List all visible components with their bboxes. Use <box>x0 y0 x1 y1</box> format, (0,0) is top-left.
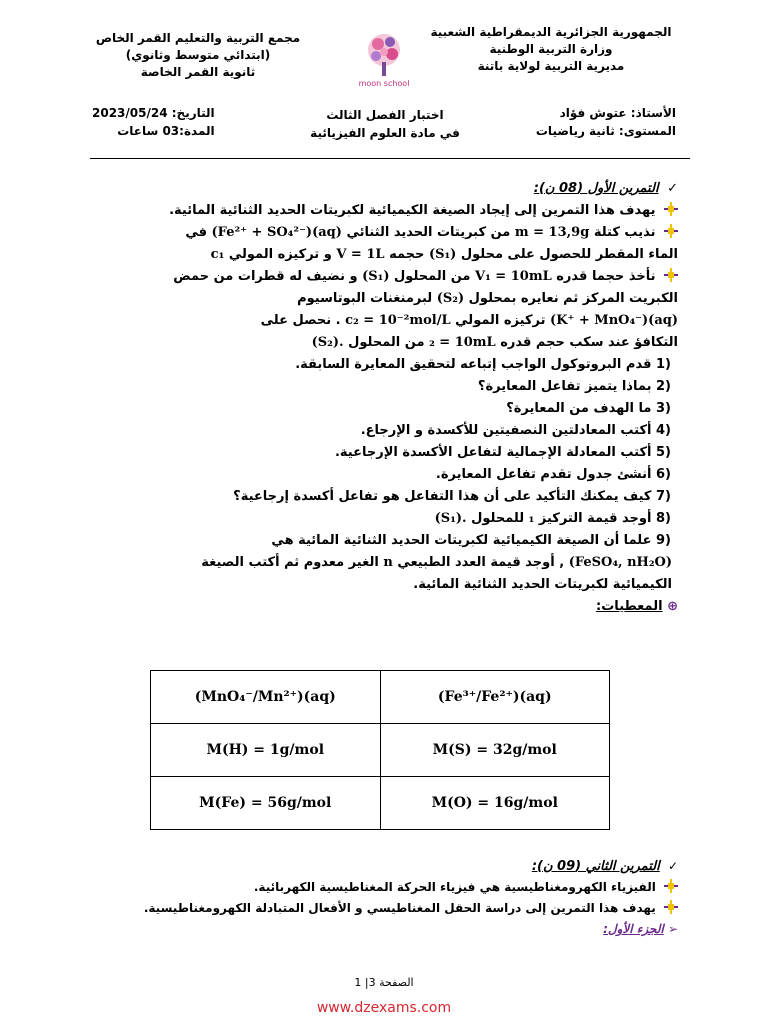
exercise-2-p2: يهدف هذا التمرين إلى دراسة الحقل المغناطيسي و الأفعال المتبادلة الكهرومغناطيسية. <box>78 898 678 919</box>
header-right <box>426 24 676 75</box>
table-cell: M(H) = 1g/mol <box>151 724 381 777</box>
header-levels: (ابتدائي متوسط وثانوي) <box>125 48 271 62</box>
header-republic: الجمهورية الجزائرية الديمقراطية الشعبية <box>430 25 672 39</box>
part-1-title-line <box>78 919 678 940</box>
page-number: الصفحة 3| 1 <box>354 976 414 989</box>
moon-school-logo-icon <box>352 28 416 92</box>
exercise-1-p1: يهدف هذا التمرين إلى إيجاد الصيغة الكيميائية لكبريتات الحديد الثنائية المائية. <box>78 200 678 222</box>
header-school: ثانوية القمر الخاصة <box>140 65 256 79</box>
exam-date: التاريخ: 2023/05/24 <box>92 106 215 120</box>
exercise-1-p2: نذيب كتلة m = 13,9g من كبريتات الحديد الثنائي (Fe²⁺ + SO₄²⁻)(aq) في الماء المقطر للحصول على محلول (S₁) حجمه V = 1L و تركيزه المولي c₁ <box>185 225 678 262</box>
question-1: 1) قدم البروتوكول الواجب إتباعه لتحقيق المعايرة السابقة. <box>295 357 671 372</box>
exercise-2-title-line <box>78 856 678 877</box>
arrow-bullet-icon <box>664 879 678 893</box>
exercise-2 <box>78 856 678 940</box>
header-left <box>68 30 328 81</box>
exercise-1-title: التمرين الأول (08 ن): <box>533 181 659 196</box>
info-exam <box>300 106 470 142</box>
table-cell: M(O) = 16g/mol <box>380 777 610 830</box>
questions-list <box>78 354 678 596</box>
exercise-2-p1: الفيزياء الكهرومغناطيسية هي فيزياء الحركة المغناطيسية الكهربائية. <box>78 877 678 898</box>
table-row <box>151 724 610 777</box>
data-title-line <box>78 596 678 618</box>
header-complex: مجمع التربية والتعليم القمر الخاص <box>95 31 301 45</box>
data-title: المعطيات: <box>596 599 663 614</box>
table-cell: M(S) = 32g/mol <box>380 724 610 777</box>
question-2: 2) بماذا يتميز تفاعل المعايرة؟ <box>477 379 671 394</box>
arrow-bullet-icon <box>664 224 678 238</box>
teacher-name: الأستاذ: عتوش فؤاد <box>559 106 676 120</box>
question-9: 9) علما أن الصيغة الكيميائية لكبريتات الحديد الثنائية المائية هي (FeSO₄, nH₂O) , أوجد قيمة العدد الطبيعي n الغير معدوم ثم أكتب الصيغة الكيميائية لكبريتات الحديد الثنائية المائية. <box>201 533 672 592</box>
arrow-bullet-icon <box>664 900 678 914</box>
table-row <box>151 777 610 830</box>
arrow-bullet-icon <box>664 268 678 282</box>
header-ministry: وزارة التربية الوطنية <box>489 42 613 56</box>
question-6: 6) أنشئ جدول تقدم تفاعل المعايرة. <box>435 467 671 482</box>
question-8: 8) أوجد قيمة التركيز ₁ للمحلول (S₁). <box>434 511 671 526</box>
exercise-2-title: التمرين الثاني (09 ن): <box>531 859 660 874</box>
compass-icon: ⊕ <box>667 599 678 614</box>
exercise-1 <box>78 178 678 618</box>
data-table <box>150 670 610 830</box>
exercise-1-title-line <box>78 178 678 200</box>
info-date-duration <box>92 104 215 140</box>
header-directorate: مديرية التربية لولاية باتنة <box>477 59 625 73</box>
table-cell: (MnO₄⁻/Mn²⁺)(aq) <box>151 671 381 724</box>
question-5: 5) أكتب المعادلة الإجمالية لتفاعل الأكسدة الإرجاعية. <box>334 445 671 460</box>
question-4: 4) أكتب المعادلتين النصفيتين للأكسدة و الإرجاع. <box>360 423 671 438</box>
exam-title: اختبار الفصل الثالث <box>326 108 444 122</box>
table-row <box>151 671 610 724</box>
exam-duration: المدة:03 ساعات <box>117 124 215 138</box>
website-link[interactable]: www.dzexams.com <box>316 1000 452 1016</box>
arrow-right-icon: ➢ <box>667 922 678 936</box>
question-3: 3) ما الهدف من المعايرة؟ <box>506 401 671 416</box>
table-cell: (Fe³⁺/Fe²⁺)(aq) <box>380 671 610 724</box>
table-cell: M(Fe) = 56g/mol <box>151 777 381 830</box>
question-7: 7) كيف يمكنك التأكيد على أن هذا التفاعل هو تفاعل أكسدة إرجاعية؟ <box>233 489 671 504</box>
checkmark-icon: ✓ <box>667 859 678 873</box>
exam-subject: في مادة العلوم الفيزيائية <box>310 126 460 140</box>
arrow-bullet-icon <box>664 202 678 216</box>
logo-text: moon school <box>358 79 410 88</box>
info-teacher-level <box>536 104 676 140</box>
part-1-title: الجزء الأول: <box>603 922 664 936</box>
checkmark-icon: ✓ <box>667 181 678 196</box>
school-logo <box>352 28 416 92</box>
class-level: المستوى: ثانية رياضيات <box>535 124 676 138</box>
header-divider <box>90 158 690 159</box>
exercise-1-p3: نأخذ حجما قدره V₁ = 10mL من المحلول (S₁) و نضيف له قطرات من حمض الكبريت المركز ثم نعايره بمحلول (S₂) لبرمنغنات البوتاسيوم (K⁺ + MnO₄⁻)(aq) تركيزه المولي c₂ = 10⁻²mol/L . نحصل على التكافؤ عند سكب حجم قدره ₂ = 10mL من المحلول (S₂). <box>173 269 678 350</box>
